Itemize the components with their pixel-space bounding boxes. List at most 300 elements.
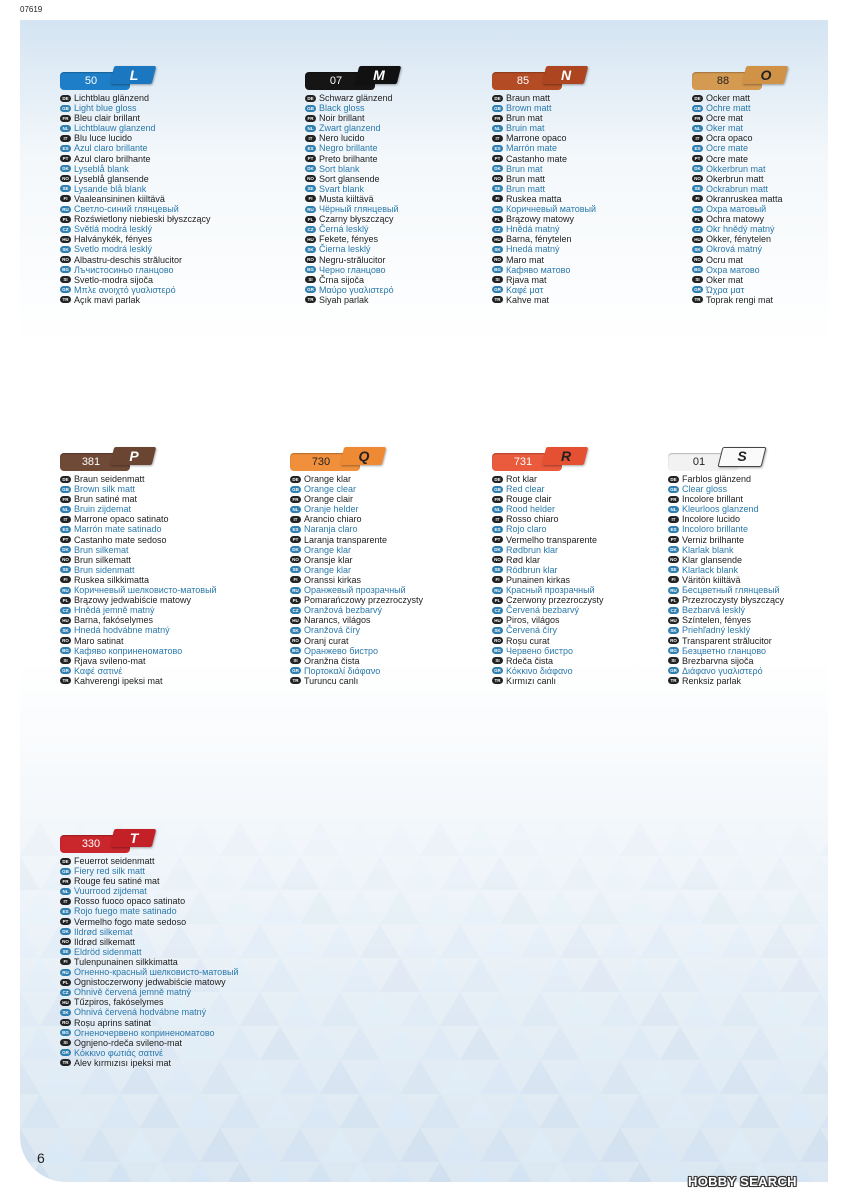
color-name: Vuurrood zijdemat [74, 886, 147, 897]
language-code-icon: IT [692, 135, 703, 142]
color-name: Černá lesklý [319, 224, 369, 235]
translation-row [492, 234, 692, 244]
color-block-r [492, 447, 692, 686]
color-name: Klar glansende [682, 554, 743, 565]
color-name: Lysande blå blank [74, 183, 147, 194]
translation-row [492, 93, 692, 103]
paint-letter: N [560, 67, 572, 83]
language-code-icon: CZ [692, 226, 703, 233]
language-code-icon: BG [290, 647, 301, 654]
color-name: Brun mat [506, 163, 543, 174]
translation-row [668, 676, 848, 686]
color-name: Ognistoczerwony jedwabiście matowy [74, 977, 226, 988]
translation-row [492, 585, 692, 595]
color-name: Brezbarvna sijoča [682, 655, 754, 666]
language-code-icon: GB [305, 105, 316, 112]
language-code-icon: TR [290, 677, 301, 684]
translation-row [60, 275, 260, 285]
translation-row [60, 676, 260, 686]
language-code-icon: IT [60, 516, 71, 523]
page-number: 6 [37, 1150, 45, 1166]
translation-row [305, 143, 505, 153]
language-code-icon: IT [60, 898, 71, 905]
language-code-icon: NL [692, 125, 703, 132]
color-name: Oranžna čista [304, 655, 360, 666]
language-code-icon: PT [492, 536, 503, 543]
language-code-icon: DK [60, 546, 71, 553]
translation-row [60, 255, 260, 265]
translation-row [305, 113, 505, 123]
translation-row [692, 204, 848, 214]
translation-row [492, 285, 692, 295]
color-name: Toprak rengi mat [706, 294, 774, 305]
language-code-icon: GB [492, 105, 503, 112]
language-code-icon: PL [290, 597, 301, 604]
translation-row [692, 265, 848, 275]
translation-row [492, 143, 692, 153]
color-name: Καφέ σατινέ [74, 665, 123, 676]
translation-row [290, 555, 490, 565]
color-name: Verniz brilhante [682, 534, 745, 545]
language-code-icon: NO [60, 175, 71, 182]
translation-list [668, 474, 848, 686]
color-name: Ώχρα ματ [706, 284, 745, 295]
language-code-icon: DE [668, 476, 679, 483]
color-name: Bleu clair brillant [74, 113, 141, 124]
translation-row [492, 676, 692, 686]
color-name: Braun matt [506, 93, 551, 103]
language-code-icon: TR [492, 677, 503, 684]
language-code-icon: PT [492, 155, 503, 162]
language-code-icon: NO [60, 938, 71, 945]
language-code-icon: FI [492, 576, 503, 583]
color-name: Fekete, fényes [319, 234, 379, 245]
language-code-icon: PL [692, 216, 703, 223]
color-swatch [60, 829, 156, 855]
color-name: Oranžová číry [304, 625, 361, 636]
translation-row [60, 886, 260, 896]
color-name: Brun matt [506, 183, 546, 194]
translation-row [492, 646, 692, 656]
color-name: Vaaleansininen kiiltävä [74, 193, 165, 204]
translation-row [668, 605, 848, 615]
color-name: Feuerrot seidenmatt [74, 856, 155, 866]
translation-list [492, 474, 692, 686]
translation-row [668, 474, 848, 484]
color-name: Ocru mat [706, 254, 744, 265]
translation-row [692, 123, 848, 133]
color-name: Brun sidenmatt [74, 564, 135, 575]
translation-row [305, 133, 505, 143]
translation-row [60, 1007, 260, 1017]
color-name: Ruskea matta [506, 193, 562, 204]
color-name: Κόκκινο διάφανο [506, 665, 573, 676]
language-code-icon: BG [692, 266, 703, 273]
color-name: Vermelho transparente [506, 534, 598, 545]
translation-row [492, 605, 692, 615]
language-code-icon: SI [692, 276, 703, 283]
color-name: Rjava svileno-mat [74, 655, 146, 666]
color-name: Rødbrun klar [506, 544, 559, 555]
translation-row [60, 295, 260, 305]
language-code-icon: GR [492, 286, 503, 293]
translation-row [60, 184, 260, 194]
color-name: Огненно-красный шелковисто-матовый [74, 967, 239, 978]
color-name: Oransje klar [304, 554, 353, 565]
color-name: Okranruskea matta [706, 193, 783, 204]
language-code-icon: FR [492, 115, 503, 122]
language-code-icon: HU [290, 617, 301, 624]
translation-row [305, 244, 505, 254]
color-name: Ognjeno-rdeča svileno-mat [74, 1037, 183, 1048]
language-code-icon: RO [668, 637, 679, 644]
translation-row [60, 474, 260, 484]
language-code-icon: DE [60, 476, 71, 483]
language-code-icon: DE [60, 858, 71, 865]
language-code-icon: RU [290, 587, 301, 594]
color-name: Naranja claro [304, 524, 358, 535]
language-code-icon: RU [60, 206, 71, 213]
language-code-icon: DE [60, 95, 71, 102]
color-name: Lyseblå blank [74, 163, 129, 174]
color-name: Svetlo modrá lesklý [74, 244, 153, 255]
language-code-icon: BG [668, 647, 679, 654]
color-name: Nero lucido [319, 133, 365, 144]
color-name: Orange klar [304, 564, 352, 575]
color-name: Ocker matt [706, 93, 751, 103]
color-name: Rozświetlony niebieski błyszczący [74, 214, 211, 225]
translation-row [60, 484, 260, 494]
color-name: Orange klar [304, 544, 352, 555]
color-name: Ocra opaco [706, 133, 753, 144]
color-name: Hnedá hodvábne matný [74, 625, 170, 636]
language-code-icon: FR [692, 115, 703, 122]
language-code-icon: RO [305, 256, 316, 263]
translation-row [60, 234, 260, 244]
color-name: Zwart glanzend [319, 123, 381, 134]
color-name: Ohnivá červená hodvábne matný [74, 1007, 207, 1018]
translation-row [290, 474, 490, 484]
language-code-icon: FR [60, 115, 71, 122]
color-name: Sort glansende [319, 173, 380, 184]
language-code-icon: SI [305, 276, 316, 283]
paint-number: 731 [513, 456, 533, 468]
color-name: Oranssi kirkas [304, 574, 362, 585]
translation-row [492, 275, 692, 285]
translation-row [305, 164, 505, 174]
language-code-icon: GR [60, 286, 71, 293]
document-code: 07619 [20, 5, 43, 14]
translation-row [290, 535, 490, 545]
language-code-icon: PT [60, 918, 71, 925]
translation-row [290, 585, 490, 595]
color-name: Musta kiiltävä [319, 193, 374, 204]
language-code-icon: RU [492, 587, 503, 594]
color-block-s [668, 447, 848, 686]
color-name: Transparent strălucitor [682, 635, 772, 646]
translation-row [492, 666, 692, 676]
color-name: Rödbrun klar [506, 564, 558, 575]
color-name: Rot klar [506, 474, 538, 484]
color-name: Ocre mat [706, 113, 744, 124]
watermark-logo: HOBBY SEARCH [688, 1174, 797, 1189]
translation-row [60, 113, 260, 123]
language-code-icon: SE [60, 185, 71, 192]
language-code-icon: SI [60, 276, 71, 283]
color-name: Oranj curat [304, 635, 349, 646]
color-name: Rdeča čista [506, 655, 554, 666]
language-code-icon: HU [492, 617, 503, 624]
color-name: Incolore brillant [682, 494, 744, 505]
color-name: Azul claro brilhante [74, 153, 151, 164]
color-block-p [60, 447, 260, 686]
language-code-icon: PT [692, 155, 703, 162]
translation-row [60, 605, 260, 615]
language-code-icon: IT [290, 516, 301, 523]
translation-row [60, 957, 260, 967]
language-code-icon: GR [60, 1049, 71, 1056]
translation-row [492, 636, 692, 646]
translation-row [60, 595, 260, 605]
translation-row [668, 636, 848, 646]
translation-row [290, 504, 490, 514]
color-name: Светло-синий глянцевый [74, 204, 179, 215]
color-name: Brązowy jedwabiście matowy [74, 595, 192, 606]
language-code-icon: PT [668, 536, 679, 543]
translation-row [492, 535, 692, 545]
language-code-icon: PL [60, 216, 71, 223]
translation-row [668, 565, 848, 575]
language-code-icon: NO [692, 175, 703, 182]
translation-row [60, 555, 260, 565]
translation-row [60, 204, 260, 214]
translation-row [290, 666, 490, 676]
language-code-icon: RO [60, 256, 71, 263]
color-name: Ocre mate [706, 153, 749, 164]
language-code-icon: PT [290, 536, 301, 543]
translation-row [305, 234, 505, 244]
paint-number: 88 [716, 75, 730, 87]
translation-list [290, 474, 490, 686]
paint-letter: R [560, 448, 572, 464]
color-name: Rød klar [506, 554, 541, 565]
translation-row [668, 524, 848, 534]
translation-row [290, 595, 490, 605]
language-code-icon: DK [60, 928, 71, 935]
translation-row [668, 595, 848, 605]
translation-row [60, 133, 260, 143]
color-swatch [668, 447, 764, 473]
translation-row [492, 484, 692, 494]
translation-row [60, 876, 260, 886]
translation-row [492, 494, 692, 504]
language-code-icon: SK [305, 246, 316, 253]
language-code-icon: SK [290, 627, 301, 634]
color-name: Ruskea silkkimatta [74, 574, 150, 585]
paint-number: 730 [311, 456, 331, 468]
translation-row [290, 484, 490, 494]
translation-row [492, 164, 692, 174]
color-name: Sort blank [319, 163, 360, 174]
color-block-l [60, 66, 260, 305]
color-name: Black gloss [319, 103, 365, 114]
translation-row [305, 154, 505, 164]
color-name: Безцветно гланцово [682, 645, 767, 656]
translation-row [60, 285, 260, 295]
language-code-icon: PT [60, 155, 71, 162]
color-name: Svart blank [319, 183, 365, 194]
color-name: Orange clair [304, 494, 354, 505]
paint-letter: P [129, 448, 139, 464]
color-name: Pomarańczowy przezroczysty [304, 595, 424, 606]
color-name: Schwarz glänzend [319, 93, 393, 103]
color-name: Narancs, világos [304, 615, 371, 626]
language-code-icon: GR [492, 667, 503, 674]
color-name: Červená číry [506, 625, 558, 636]
color-name: Brun satiné mat [74, 494, 138, 505]
color-name: Turuncu canlı [304, 675, 359, 686]
color-name: Fiery red silk matt [74, 866, 146, 877]
language-code-icon: IT [492, 135, 503, 142]
color-name: Brun silkematt [74, 554, 132, 565]
language-code-icon: NO [305, 175, 316, 182]
translation-row [60, 856, 260, 866]
translation-row [305, 255, 505, 265]
translation-row [60, 154, 260, 164]
color-name: Охра матово [706, 264, 760, 275]
color-name: Negru-strălucitor [319, 254, 386, 265]
color-name: Lyseblå glansende [74, 173, 149, 184]
translation-row [668, 545, 848, 555]
language-code-icon: HU [60, 999, 71, 1006]
translation-row [60, 174, 260, 184]
color-swatch [305, 66, 401, 92]
translation-row [492, 224, 692, 234]
paint-letter: M [373, 67, 385, 83]
language-code-icon: CZ [60, 226, 71, 233]
translation-row [60, 1058, 260, 1068]
color-swatch [492, 447, 588, 473]
language-code-icon: BG [492, 647, 503, 654]
translation-row [60, 143, 260, 153]
language-code-icon: CZ [492, 226, 503, 233]
language-code-icon: SE [492, 185, 503, 192]
color-name: Kahverengi ipeksi mat [74, 675, 163, 686]
language-code-icon: SI [60, 1039, 71, 1046]
translation-row [290, 605, 490, 615]
color-name: Πορτοκαλί διάφανο [304, 665, 381, 676]
language-code-icon: FI [668, 576, 679, 583]
translation-list [305, 93, 505, 305]
language-code-icon: DK [290, 546, 301, 553]
color-name: Tulenpunainen silkkimatta [74, 956, 178, 967]
language-code-icon: NL [60, 888, 71, 895]
color-name: Incolore lucido [682, 514, 741, 525]
language-code-icon: DK [668, 546, 679, 553]
color-name: Rojo claro [506, 524, 547, 535]
language-code-icon: IT [492, 516, 503, 523]
translation-row [692, 244, 848, 254]
language-code-icon: SE [692, 185, 703, 192]
paint-number: 01 [692, 456, 706, 468]
language-code-icon: TR [692, 296, 703, 303]
language-code-icon: DE [692, 95, 703, 102]
translation-row [60, 927, 260, 937]
color-name: Lichtblauw glanzend [74, 123, 156, 134]
translation-row [692, 194, 848, 204]
language-code-icon: ES [692, 145, 703, 152]
translation-row [668, 514, 848, 524]
translation-row [60, 947, 260, 957]
translation-row [305, 204, 505, 214]
translation-row [692, 103, 848, 113]
translation-row [692, 275, 848, 285]
language-code-icon: SE [668, 566, 679, 573]
translation-list [60, 856, 260, 1068]
color-name: Okkerbrun mat [706, 163, 766, 174]
translation-row [692, 143, 848, 153]
color-name: Oker mat [706, 123, 744, 134]
language-code-icon: TR [668, 677, 679, 684]
color-name: Okerbrun matt [706, 173, 764, 184]
translation-row [492, 555, 692, 565]
paint-letter: T [129, 830, 139, 846]
translation-row [692, 133, 848, 143]
translation-row [290, 676, 490, 686]
language-code-icon: CZ [290, 607, 301, 614]
translation-row [305, 224, 505, 234]
translation-row [290, 565, 490, 575]
color-name: Καφέ ματ [506, 284, 544, 295]
translation-row [305, 265, 505, 275]
color-name: Kırmızı canlı [506, 675, 557, 686]
language-code-icon: HU [668, 617, 679, 624]
language-code-icon: NO [492, 175, 503, 182]
color-name: Черно гланцово [319, 264, 386, 275]
color-name: Črna sijoča [319, 274, 365, 285]
color-name: Бесцветный глянцевый [682, 585, 780, 596]
translation-row [305, 214, 505, 224]
color-name: Rouge feu satiné mat [74, 876, 160, 887]
language-code-icon: CZ [305, 226, 316, 233]
translation-row [692, 214, 848, 224]
color-name: Noir brillant [319, 113, 365, 124]
color-name: Light blue gloss [74, 103, 137, 114]
color-name: Marrone opaco [506, 133, 567, 144]
color-name: Laranja transparente [304, 534, 388, 545]
language-code-icon: BG [305, 266, 316, 273]
paint-number: 50 [84, 75, 98, 87]
color-name: Bezbarvá lesklý [682, 605, 746, 616]
language-code-icon: RU [305, 206, 316, 213]
language-code-icon: IT [668, 516, 679, 523]
color-name: Oker mat [706, 274, 744, 285]
translation-row [492, 575, 692, 585]
color-name: Czerwony przezroczysty [506, 595, 604, 606]
language-code-icon: GR [305, 286, 316, 293]
color-name: Clear gloss [682, 484, 728, 495]
translation-row [60, 987, 260, 997]
translation-list [60, 474, 260, 686]
color-name: Marrón mate [506, 143, 558, 154]
language-code-icon: BG [492, 266, 503, 273]
language-code-icon: CZ [60, 607, 71, 614]
translation-row [492, 113, 692, 123]
color-name: Rjava mat [506, 274, 547, 285]
language-code-icon: SK [668, 627, 679, 634]
language-code-icon: CZ [60, 989, 71, 996]
language-code-icon: IT [305, 135, 316, 142]
